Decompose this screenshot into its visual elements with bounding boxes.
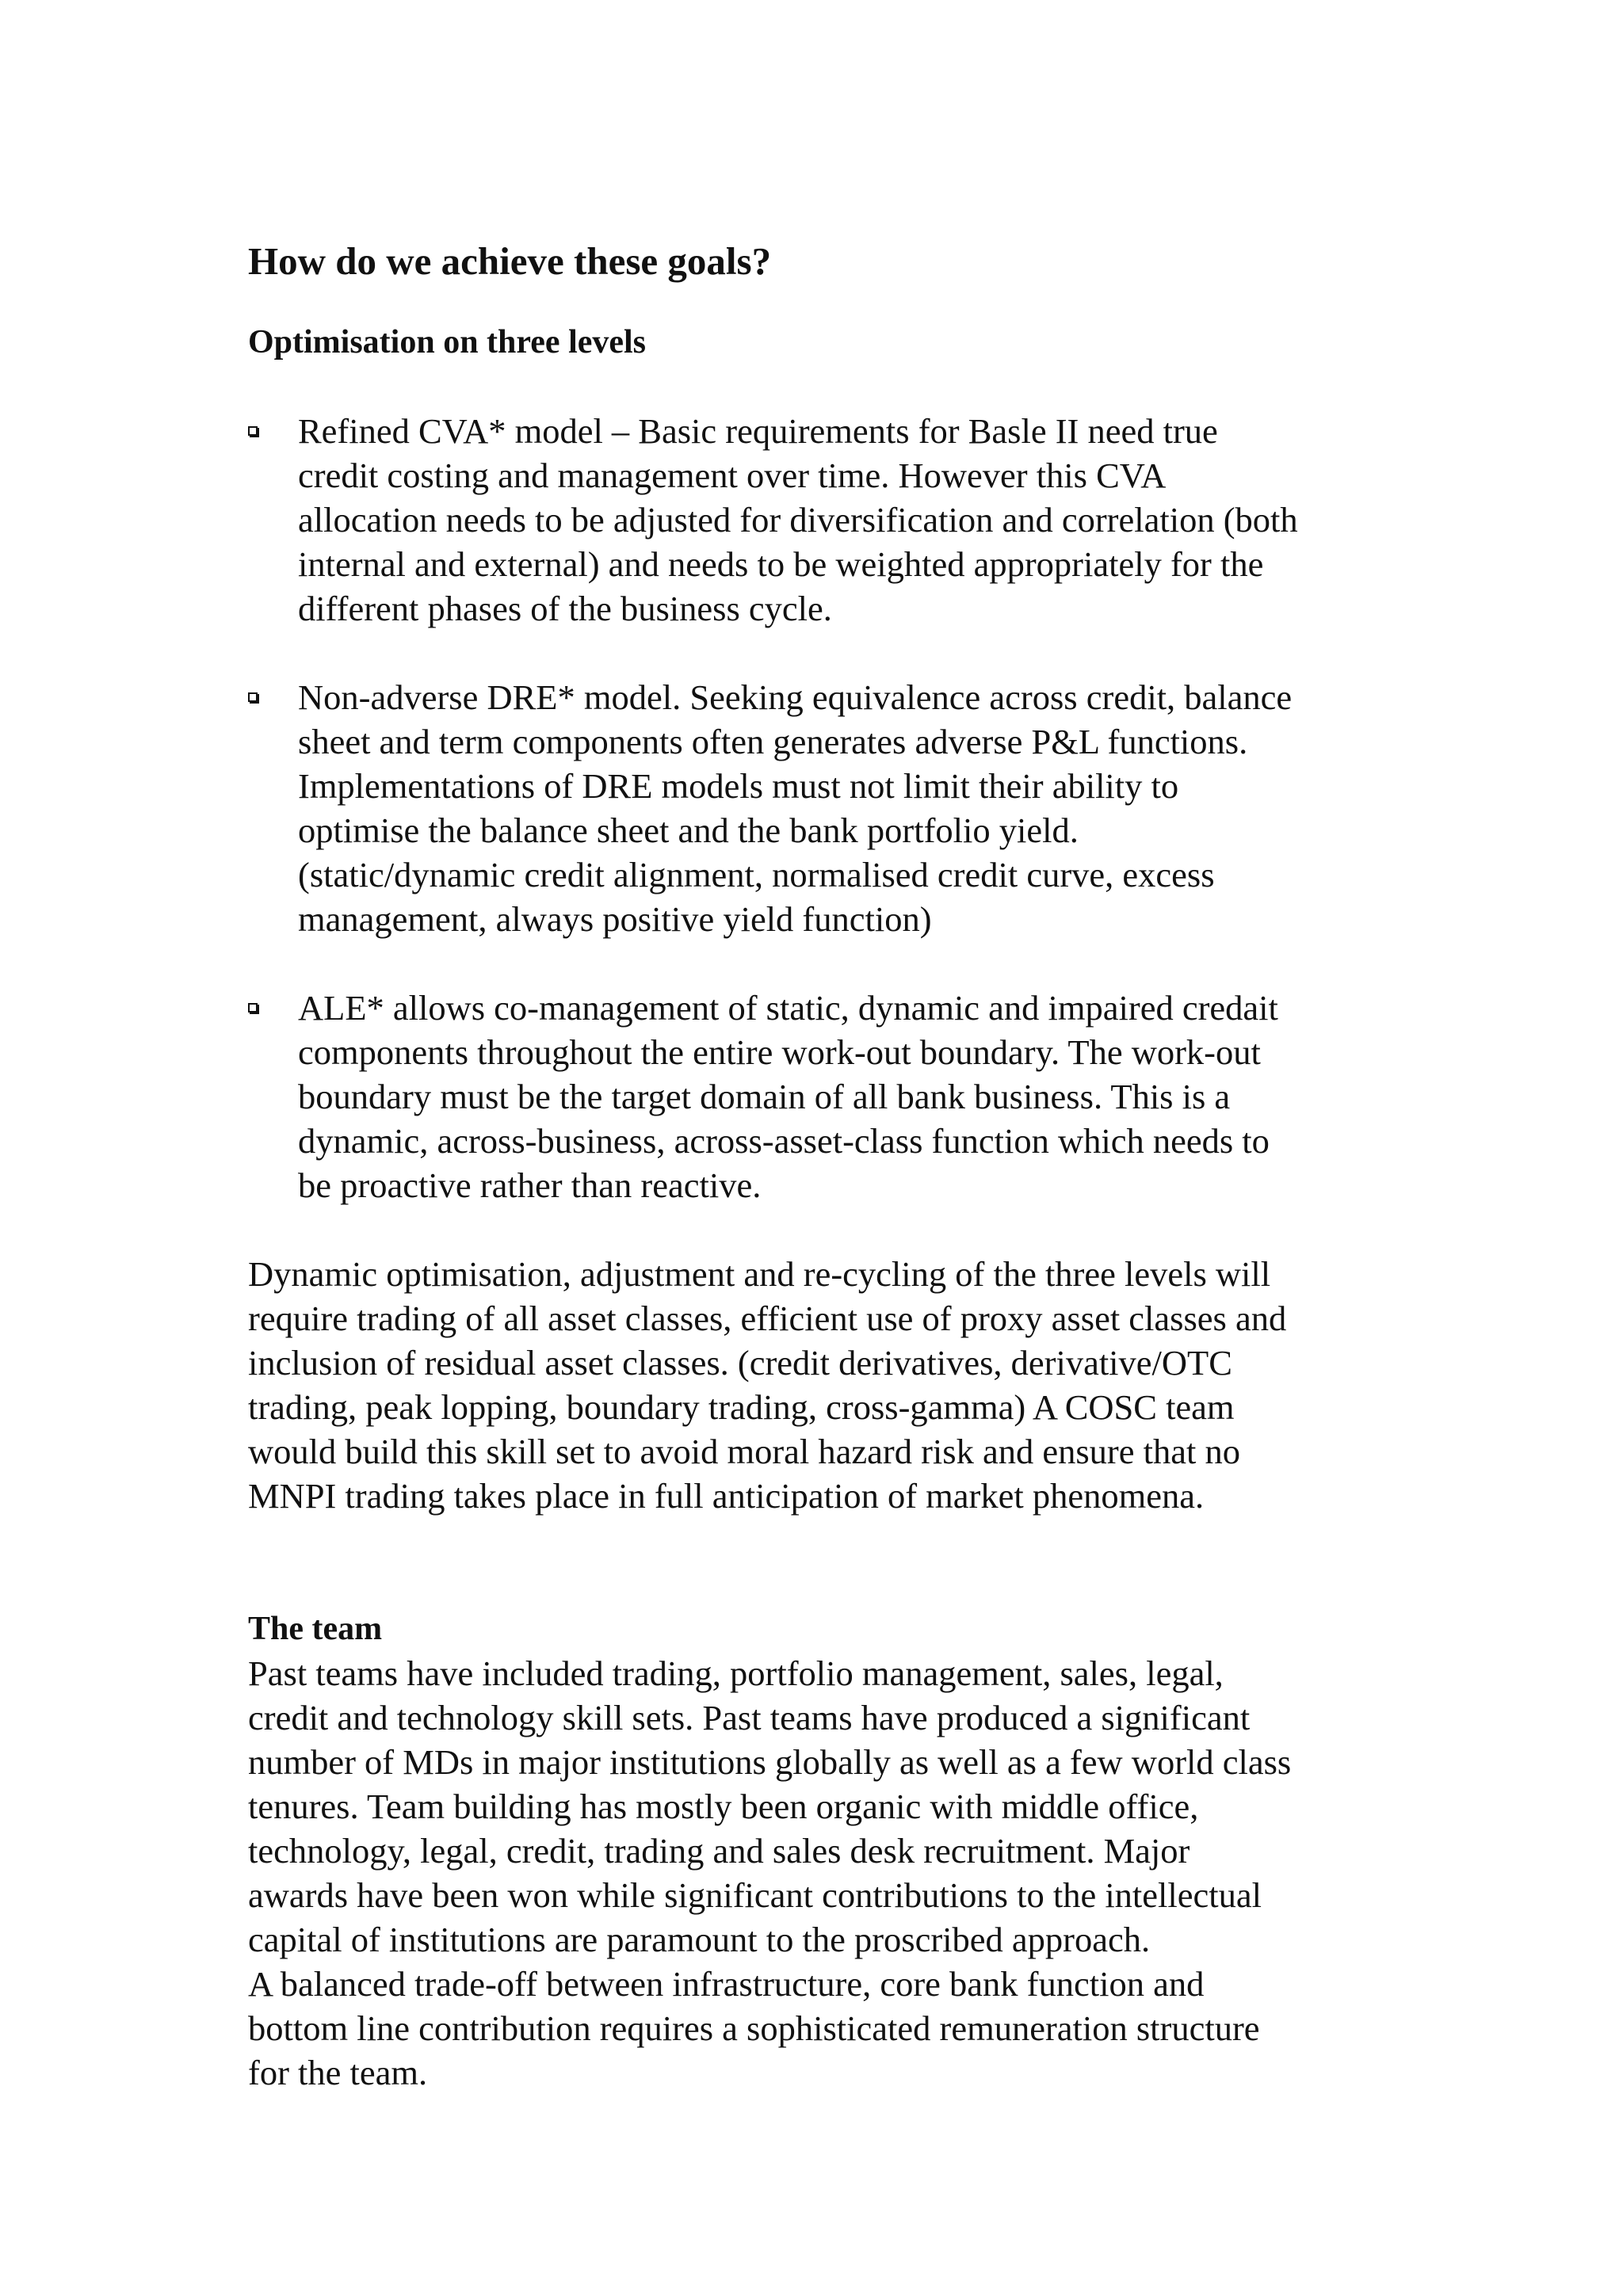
- team-paragraph: [248, 1651, 1405, 2095]
- bullet-line: internal and external) and needs to be weighted appropriately for the: [298, 544, 1264, 584]
- paragraph-line: trading, peak lopping, boundary trading, cross-gamma) A COSC team: [248, 1387, 1235, 1427]
- paragraph-line: would build this skill set to avoid moral hazard risk and ensure that no: [248, 1432, 1240, 1471]
- paragraph-line: awards have been won while significant contributions to the intellectual: [248, 1875, 1262, 1915]
- document-page: [248, 238, 1405, 2095]
- dynamic-optimisation-paragraph: [248, 1252, 1405, 1518]
- bullet-line: ALE* allows co-management of static, dynamic and impaired credait: [298, 988, 1278, 1028]
- paragraph-line: MNPI trading takes place in full anticipation of market phenomena.: [248, 1476, 1205, 1516]
- bullet-cva: [248, 409, 1405, 631]
- square-bullet-icon: [248, 1003, 258, 1013]
- bullet-dre: [248, 675, 1405, 941]
- bullet-line: (static/dynamic credit alignment, normalised credit curve, excess: [298, 855, 1215, 894]
- paragraph-line: require trading of all asset classes, efficient use of proxy asset classes and: [248, 1299, 1287, 1338]
- bullet-line: management, always positive yield function): [298, 899, 932, 939]
- bullet-line: dynamic, across-business, across-asset-class function which needs to: [298, 1121, 1270, 1161]
- bullet-line: Implementations of DRE models must not limit their ability to: [298, 766, 1179, 806]
- paragraph-line: for the team.: [248, 2053, 428, 2092]
- bullet-line: optimise the balance sheet and the bank portfolio yield.: [298, 810, 1079, 850]
- bullet-line: allocation needs to be adjusted for diversification and correlation (both: [298, 500, 1298, 540]
- bullet-line: be proactive rather than reactive.: [298, 1165, 762, 1205]
- paragraph-line: credit and technology skill sets. Past teams have produced a significant: [248, 1698, 1251, 1737]
- bullet-line: Non-adverse DRE* model. Seeking equivalence across credit, balance: [298, 677, 1293, 717]
- page-title: How do we achieve these goals?: [248, 239, 772, 283]
- bullet-line: different phases of the business cycle.: [298, 589, 832, 628]
- paragraph-line: bottom line contribution requires a sophisticated remuneration structure: [248, 2008, 1260, 2048]
- paragraph-line: tenures. Team building has mostly been organic with middle office,: [248, 1787, 1199, 1826]
- square-bullet-icon: [248, 692, 258, 702]
- section-heading-team: The team: [248, 1611, 383, 1647]
- section-heading-optimisation: Optimisation on three levels: [248, 324, 647, 360]
- paragraph-line: number of MDs in major institutions globally as well as a few world class: [248, 1742, 1292, 1782]
- bullet-line: Refined CVA* model – Basic requirements for Basle II need true: [298, 411, 1218, 451]
- paragraph-line: Dynamic optimisation, adjustment and re-cycling of the three levels will: [248, 1254, 1271, 1294]
- paragraph-line: A balanced trade-off between infrastructure, core bank function and: [248, 1964, 1205, 2004]
- bullet-line: credit costing and management over time. However this CVA: [298, 456, 1167, 495]
- paragraph-line: technology, legal, credit, trading and sales desk recruitment. Major: [248, 1831, 1190, 1871]
- paragraph-line: capital of institutions are paramount to the proscribed approach.: [248, 1920, 1151, 1959]
- paragraph-line: Past teams have included trading, portfolio management, sales, legal,: [248, 1653, 1224, 1693]
- paragraph-line: inclusion of residual asset classes. (credit derivatives, derivative/OTC: [248, 1343, 1232, 1383]
- square-bullet-icon: [248, 426, 258, 436]
- bullet-line: boundary must be the target domain of all bank business. This is a: [298, 1077, 1231, 1116]
- bullet-line: sheet and term components often generates adverse P&L functions.: [298, 722, 1248, 761]
- bullet-ale: [248, 986, 1405, 1207]
- bullet-line: components throughout the entire work-out boundary. The work-out: [298, 1032, 1261, 1072]
